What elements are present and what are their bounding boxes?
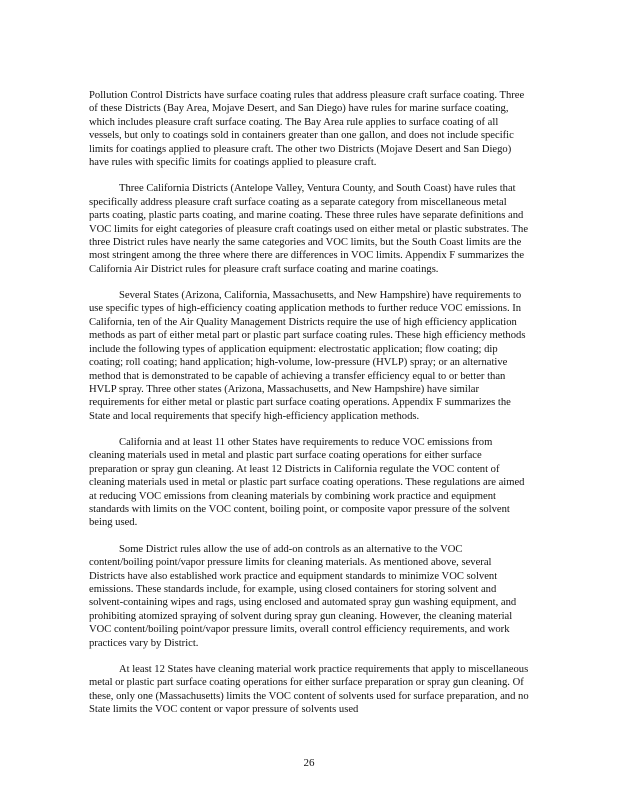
paragraph-3: Several States (Arizona, California, Massachusetts, and New Hampshire) have requirements to use specific types of high-efficiency coating application methods to further reduce VOC emissions. In California, ten of the Air Quality Management Districts require the use of high efficiency application methods as part of either metal part or plastic part surface coating rules. These high efficiency methods include the following types of application equipment: electrostatic application; flow coating; dip coating; roll coating; hand application; high-volume, low-pressure (HVLP) spray; or an alternative method that is demonstrated to be capable of achieving a transfer efficiency equal to or better than HVLP spray. Three other states (Arizona, Massachusetts, and New Hampshire) have similar requirements for either metal or plastic part surface coating operations. Appendix F summarizes the State and local requirements that specify high-efficiency application methods. xyxy=(89,290,526,422)
paragraph-2: Three California Districts (Antelope Valley, Ventura County, and South Coast) have rules that specifically address pleasure craft surface coating as a separate category from miscellaneous metal parts coating, plastic parts coating, and marine coating. These three rules have separate definitions and VOC limits for eight categories of pleasure craft coatings used on either metal or plastic substrates. The three District rules have nearly the same categories and VOC limits, but the South Coast limits are the most stringent among the three where there are differences in VOC limits. Appendix F summarizes the California Air District rules for pleasure craft surface coating and marine coatings. xyxy=(89,183,529,275)
paragraph-5: Some District rules allow the use of add-on controls as an alternative to the VOC content/boiling point/vapor pressure limits for cleaning materials. As mentioned above, several Districts have also established work practice and equipment standards to minimize VOC solvent emissions. These standards include, for example, using closed containers for storing solvent and solvent-containing wipes and rags, using enclosed and automated spray gun washing equipment, and prohibiting atomized spraying of solvent during spray gun cleaning. However, the cleaning material VOC content/boiling point/vapor pressure limits, overall control efficiency requirements, and work practices vary by District. xyxy=(89,543,517,649)
paragraph-1: Pollution Control Districts have surface coating rules that address pleasure craft surface coating. Three of these Districts (Bay Area, Mojave Desert, and San Diego) have rules for marine surface coating, which includes pleasure craft surface coating. The Bay Area rule applies to surface coating of all vessels, but only to coatings sold in containers greater than one gallon, and does not include specific limits for coatings applied to pleasure craft. The other two Districts (Mojave Desert and San Diego) have rules with specific limits for coatings applied to pleasure craft. xyxy=(89,90,525,169)
page-number: 26 xyxy=(303,757,315,769)
paragraph-4: California and at least 11 other States have requirements to reduce VOC emissions from cleaning materials used in metal and plastic part surface coating operations for either surface preparation or spray gun cleaning. At least 12 Districts in California regulate the VOC content of cleaning materials used in metal or plastic part surface coating operations. These regulations are aimed at reducing VOC emissions from cleaning materials by combining work practice and equipment standards with limits on the VOC content, boiling point, or composite vapor pressure of the solvent being used. xyxy=(89,437,525,529)
body-text xyxy=(89,89,529,729)
paragraph-6: At least 12 States have cleaning material work practice requirements that apply to miscellaneous metal or plastic part surface coating operations for either surface preparation or spray gun cleaning. Of these, only one (Massachusetts) limits the VOC content of solvents used for surface preparation, and no State limits the VOC content or vapor pressure of solvents used xyxy=(89,663,529,716)
